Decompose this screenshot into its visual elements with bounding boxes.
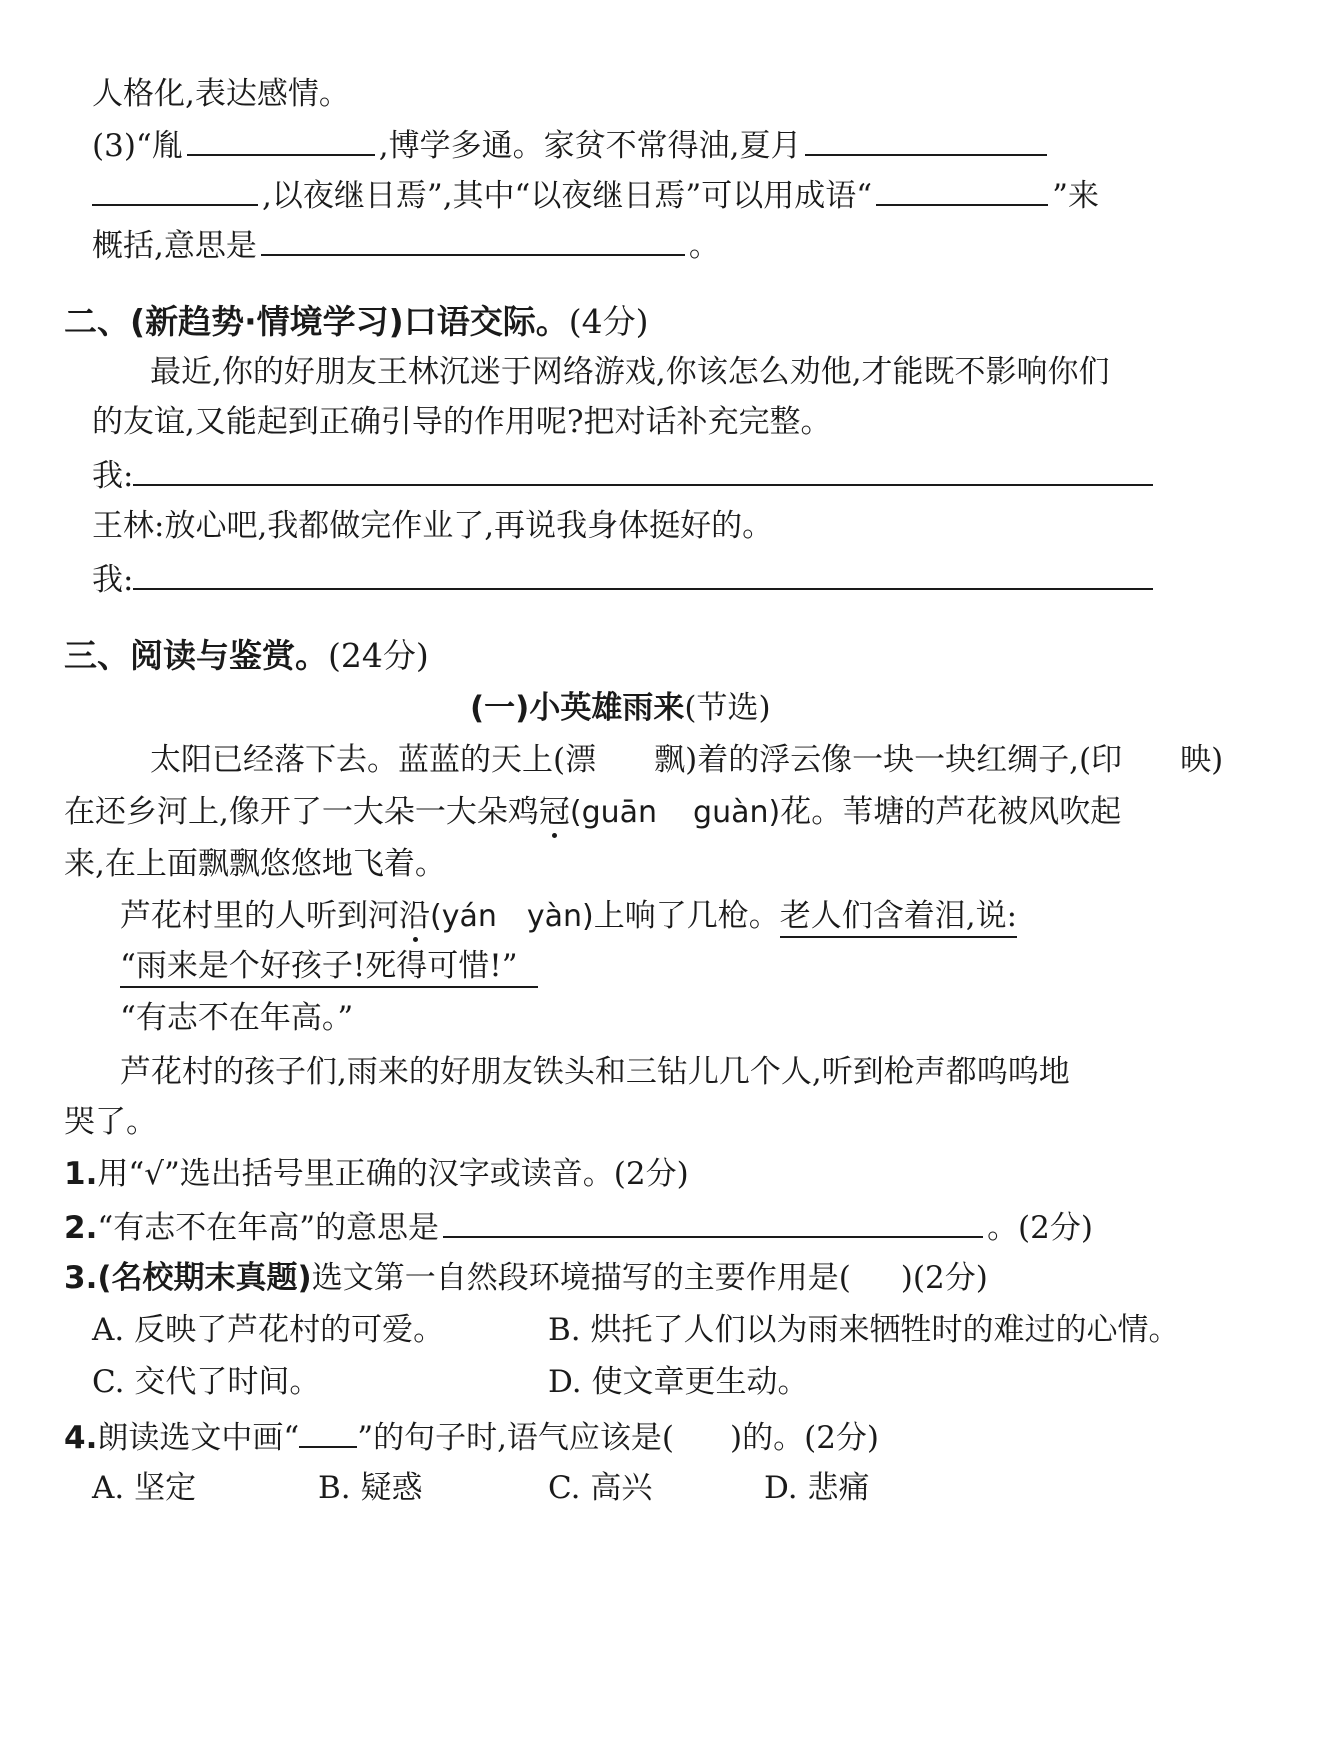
- text: (3)“胤: [92, 128, 183, 164]
- passage-line-6: [120, 996, 353, 1040]
- option-text: C. 高兴: [548, 1470, 653, 1506]
- answer-blank[interactable]: [443, 1204, 983, 1238]
- question-text: 选文第一自然段环境描写的主要作用是(: [311, 1260, 851, 1296]
- question-2: [64, 1204, 1093, 1248]
- q3-option-b[interactable]: [548, 1308, 1180, 1352]
- option-text: C. 交代了时间。: [92, 1364, 321, 1400]
- passage-note: (节选): [684, 690, 771, 726]
- question-text: 朗读选文中画“: [97, 1420, 300, 1456]
- text: ,以夜继日焉”,其中“以夜继日焉”可以用成语“: [262, 178, 873, 214]
- q3-fill-line-1: [92, 122, 1051, 166]
- text: ,博学多通。家贫不常得油,夏月: [378, 128, 802, 164]
- text: 太阳已经落下去。蓝蓝的天上(漂: [150, 742, 597, 778]
- text: 上响了几枪。: [593, 898, 780, 934]
- q4-option-c[interactable]: [548, 1466, 652, 1510]
- text: 飘)着的浮云像一块一块红绸子,(印: [654, 742, 1123, 778]
- q4-option-b[interactable]: [318, 1466, 423, 1510]
- passage-line-7: [120, 1050, 1070, 1094]
- passage-line-3: [64, 842, 446, 886]
- dialogue-answer-blank[interactable]: [133, 556, 1153, 590]
- answer-blank[interactable]: [187, 122, 375, 156]
- passage-line-2: [64, 790, 1121, 834]
- question-4: [64, 1414, 879, 1458]
- underlined-sentence: 老人们含着泪,说:: [780, 898, 1017, 938]
- text: 哭了。: [64, 1104, 157, 1140]
- text: 王林:放心吧,我都做完作业了,再说我身体挺好的。: [92, 508, 774, 544]
- section-title: 二、(新趋势·情境学习)口语交际。: [64, 302, 569, 341]
- text: 花。苇塘的芦花被风吹起: [780, 794, 1122, 830]
- option-text: D. 使文章更生动。: [548, 1364, 809, 1400]
- option-text: B. 烘托了人们以为雨来牺牲时的难过的心情。: [548, 1312, 1180, 1348]
- question-3: [64, 1256, 988, 1300]
- text: 的友谊,又能起到正确引导的作用呢?把对话补充完整。: [92, 404, 832, 440]
- option-text: D. 悲痛: [764, 1470, 870, 1506]
- passage-line-1: [150, 738, 1223, 782]
- q3-option-d[interactable]: [548, 1360, 808, 1404]
- question-score: )(2分): [900, 1260, 988, 1296]
- answer-blank[interactable]: [92, 172, 258, 206]
- pinyin-option[interactable]: yàn): [526, 899, 594, 934]
- passage-title: [470, 686, 771, 730]
- q4-option-a[interactable]: [92, 1466, 196, 1510]
- text: 概括,意思是: [92, 228, 257, 264]
- question-number: 4.: [64, 1420, 98, 1456]
- question-number: 2.: [64, 1210, 98, 1246]
- text: 最近,你的好朋友王林沉迷于网络游戏,你该怎么劝他,才能既不影响你们: [150, 354, 1110, 390]
- answer-blank[interactable]: [261, 222, 685, 256]
- dialogue-me-1: [92, 452, 1157, 496]
- question-text: “有志不在年高”的意思是: [97, 1210, 440, 1246]
- continuation-line: [92, 72, 350, 116]
- q4-option-d[interactable]: [764, 1466, 869, 1510]
- section-2-heading: [64, 300, 648, 344]
- text: “有志不在年高。”: [120, 1000, 354, 1036]
- section-score: (4分): [568, 302, 649, 341]
- question-text: 用“√”选出括号里正确的汉字或读音。(2分): [97, 1156, 689, 1192]
- speaker-label: 我:: [92, 458, 134, 494]
- question-score: )的。(2分): [730, 1420, 880, 1456]
- underline-marker: [299, 1414, 357, 1448]
- pinyin-option[interactable]: (guān: [569, 795, 658, 830]
- answer-blank[interactable]: [876, 172, 1048, 206]
- text: 在还乡河上,像开了一大朵一大朵鸡: [64, 794, 539, 830]
- underlined-sentence: “雨来是个好孩子!死得可惜!”: [120, 948, 538, 988]
- option-text: B. 疑惑: [318, 1470, 423, 1506]
- q3-fill-line-2: [92, 172, 1099, 216]
- dotted-char: 冠: [538, 794, 570, 830]
- answer-blank[interactable]: [805, 122, 1047, 156]
- question-number: 1.: [64, 1156, 98, 1192]
- text: 芦花村里的人听到河: [120, 898, 399, 934]
- passage-line-4: [120, 894, 1017, 938]
- passage-line-8: [64, 1100, 157, 1144]
- text: ”来: [1052, 178, 1099, 214]
- q3-option-c[interactable]: [92, 1360, 320, 1404]
- section-score: (24分): [328, 636, 429, 675]
- question-tag: (名校期末真题): [97, 1260, 312, 1296]
- option-text: A. 反映了芦花村的可爱。: [92, 1312, 445, 1348]
- section-3-heading: [64, 634, 429, 678]
- question-text: ”的句子时,语气应该是(: [357, 1420, 675, 1456]
- passage-line-5: [120, 944, 538, 988]
- pinyin-option[interactable]: (yán: [430, 899, 497, 934]
- speaker-label: 我:: [92, 562, 134, 598]
- dialogue-answer-blank[interactable]: [133, 452, 1153, 486]
- dialogue-wanglin: [92, 504, 773, 548]
- text: 人格化,表达感情。: [92, 76, 350, 112]
- question-1: [64, 1152, 689, 1196]
- section-2-prompt-1: [150, 350, 1110, 394]
- text: 映): [1180, 742, 1224, 778]
- text: 。: [688, 228, 720, 264]
- q3-fill-line-3: [92, 222, 720, 266]
- text: 芦花村的孩子们,雨来的好朋友铁头和三钻儿几个人,听到枪声都呜呜地: [120, 1054, 1070, 1090]
- dotted-char: 沿: [399, 898, 430, 934]
- section-title: 三、阅读与鉴赏。: [64, 636, 328, 675]
- question-number: 3.: [64, 1260, 98, 1296]
- question-score: 。(2分): [987, 1210, 1093, 1246]
- option-text: A. 坚定: [92, 1470, 197, 1506]
- pinyin-option[interactable]: guàn): [693, 795, 781, 830]
- passage-title-text: (一)小英雄雨来: [470, 690, 685, 726]
- q3-option-a[interactable]: [92, 1308, 444, 1352]
- section-2-prompt-2: [92, 400, 831, 444]
- text: 来,在上面飘飘悠悠地飞着。: [64, 846, 446, 882]
- dialogue-me-2: [92, 556, 1157, 600]
